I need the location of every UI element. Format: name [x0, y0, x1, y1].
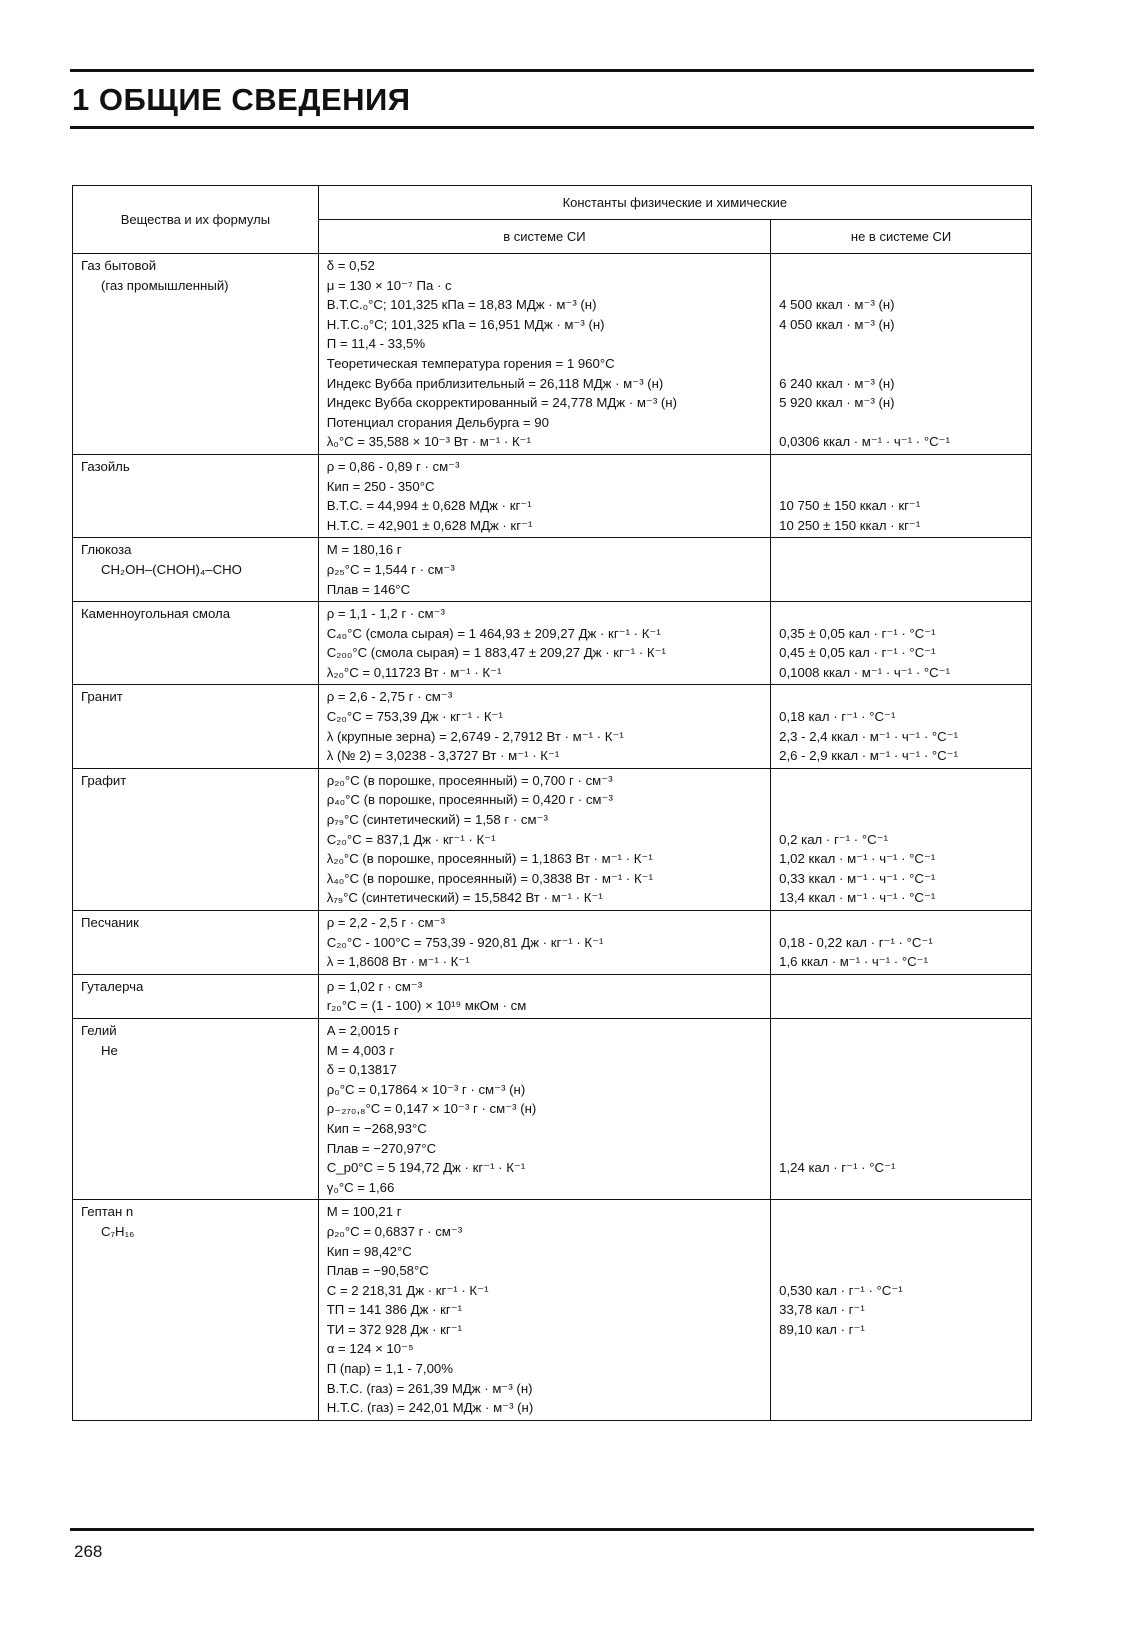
- table-row: [73, 538, 1032, 602]
- si-constant: ρ₂₀°C (в порошке, просеянный) = 0,700 г · см⁻³: [326, 772, 613, 788]
- table-row: [73, 602, 1032, 685]
- table-row: [73, 1200, 1032, 1421]
- si-constants-cell: [318, 974, 770, 1018]
- si-constant: λ₂₀°C = 0,11723 Вт · м⁻¹ · К⁻¹: [326, 664, 502, 680]
- substance-name: Газ бытовой: [81, 258, 157, 273]
- table-row: [73, 685, 1032, 768]
- nonsi-constant: 2,6 - 2,9 ккал · м⁻¹ · ч⁻¹ · °С⁻¹: [779, 748, 959, 764]
- si-constant: ρ = 1,1 - 1,2 г · см⁻³: [326, 606, 445, 622]
- nonsi-constant: 89,10 кал · г⁻¹: [779, 1321, 865, 1337]
- nonsi-constant: 0,530 кал · г⁻¹ · °С⁻¹: [779, 1282, 903, 1298]
- nonsi-constant: [779, 913, 1023, 933]
- si-constant: λ₇₉°C (синтетический) = 15,5842 Вт · м⁻¹ · К⁻¹: [326, 890, 603, 906]
- nonsi-constant: 2,3 - 2,4 ккал · м⁻¹ · ч⁻¹ · °С⁻¹: [779, 728, 959, 744]
- substance-cell: [73, 454, 319, 537]
- substance-cell: [73, 685, 319, 768]
- si-constant: λ (крупные зерна) = 2,6749 - 2,7912 Вт · м⁻¹ · К⁻¹: [326, 728, 624, 744]
- nonsi-constant: 13,4 ккал · м⁻¹ · ч⁻¹ · °С⁻¹: [779, 890, 936, 906]
- si-constants-cell: [318, 685, 770, 768]
- nonsi-constant: [779, 354, 1023, 374]
- nonsi-constant: [779, 1379, 1023, 1399]
- nonsi-constant: [779, 457, 1023, 477]
- nonsi-constant: [779, 771, 1023, 791]
- si-constant: α = 124 × 10⁻⁵: [326, 1341, 414, 1357]
- substance-name: Гептан n: [81, 1204, 134, 1220]
- nonsi-constant: [779, 1099, 1023, 1119]
- si-constant: ρ₋₂₇₀,₈°C = 0,147 × 10⁻³ г · см⁻³ (н): [326, 1101, 537, 1117]
- si-constant: ρ = 0,86 - 0,89 г · см⁻³: [326, 458, 460, 474]
- nonsi-constant: 0,18 - 0,22 кал · г⁻¹ · °С⁻¹: [779, 934, 933, 950]
- substance-formula: He: [101, 1042, 118, 1058]
- si-constant: M = 180,16 г: [326, 542, 402, 558]
- nonsi-constant: 0,2 кал · г⁻¹ · °С⁻¹: [779, 831, 889, 847]
- nonsi-constant: [779, 1242, 1023, 1262]
- si-constant: В.Т.С. (газ) = 261,39 МДж · м⁻³ (н): [326, 1380, 533, 1396]
- constants-table: [72, 185, 1032, 1421]
- si-constant: Плав = −90,58°C: [326, 1263, 429, 1279]
- si-constant: П (пар) = 1,1 - 7,00%: [326, 1361, 453, 1377]
- substance-name: Глюкоза: [81, 542, 132, 558]
- substance-formula: (газ промышленный): [101, 277, 229, 293]
- substance-cell: [73, 974, 319, 1018]
- si-constant: Индекс Вубба скорректированный = 24,778 МДж · м⁻³ (н): [326, 395, 677, 411]
- page-title: 1 ОБЩИЕ СВЕДЕНИЯ: [72, 82, 411, 117]
- nonsi-constant: [779, 413, 1023, 433]
- nonsi-constant: 0,45 ± 0,05 кал · г⁻¹ · °С⁻¹: [779, 645, 936, 661]
- nonsi-constant: [779, 1178, 1023, 1198]
- si-constants-cell: [318, 454, 770, 537]
- si-constant: В.Т.С. = 44,994 ± 0,628 МДж · кг⁻¹: [326, 498, 532, 514]
- nonsi-constant: [779, 604, 1023, 624]
- si-constant: Н.Т.С.₀°C; 101,325 кПа = 16,951 МДж · м⁻³ (н): [326, 316, 605, 332]
- si-constant: A = 2,0015 г: [326, 1022, 399, 1038]
- nonsi-constant: 5 920 ккал · м⁻³ (н): [779, 395, 895, 411]
- si-constant: λ = 1,8608 Вт · м⁻¹ · К⁻¹: [326, 954, 470, 970]
- nonsi-constant: [779, 1080, 1023, 1100]
- col-si-header: в системе СИ: [318, 220, 770, 254]
- nonsi-constant: [779, 276, 1023, 296]
- nonsi-constant: 1,6 ккал · м⁻¹ · ч⁻¹ · °С⁻¹: [779, 954, 928, 970]
- nonsi-constant: 1,24 кал · г⁻¹ · °С⁻¹: [779, 1160, 896, 1176]
- nonsi-constant: 1,02 ккал · м⁻¹ · ч⁻¹ · °С⁻¹: [779, 851, 936, 867]
- si-constant: λ₀°C = 35,588 × 10⁻³ Вт · м⁻¹ · К⁻¹: [326, 434, 531, 450]
- si-constant: Н.Т.С. (газ) = 242,01 МДж · м⁻³ (н): [326, 1400, 534, 1416]
- si-constant: ρ₂₅°C = 1,544 г · см⁻³: [326, 561, 455, 577]
- si-constant: В.Т.С.₀°C; 101,325 кПа = 18,83 МДж · м⁻³ (н): [326, 297, 597, 313]
- nonsi-constant: [779, 810, 1023, 830]
- table-row: [73, 254, 1032, 455]
- si-constant: C₂₀°C = 837,1 Дж · кг⁻¹ · К⁻¹: [326, 831, 496, 847]
- nonsi-constants-cell: [771, 454, 1032, 537]
- si-constant: ρ = 2,6 - 2,75 г · см⁻³: [326, 689, 453, 705]
- si-constant: r₂₀°C = (1 - 100) × 10¹⁹ мкОм · см: [326, 998, 527, 1014]
- nonsi-constant: [779, 334, 1023, 354]
- page-number: 268: [74, 1542, 103, 1561]
- nonsi-constants-cell: [771, 602, 1032, 685]
- table-row: [73, 1018, 1032, 1199]
- si-constant: Кип = 98,42°C: [326, 1243, 412, 1259]
- si-constant: γ₀°C = 1,66: [326, 1179, 395, 1195]
- substance-cell: [73, 602, 319, 685]
- nonsi-constant: [779, 256, 1023, 276]
- substance-cell: [73, 911, 319, 975]
- si-constant: λ₂₀°C (в порошке, просеянный) = 1,1863 Вт · м⁻¹ · К⁻¹: [326, 851, 653, 867]
- substance-name: Гуталерча: [81, 978, 144, 994]
- substance-name: Графит: [81, 772, 127, 788]
- nonsi-constant: 0,1008 ккал · м⁻¹ · ч⁻¹ · °С⁻¹: [779, 664, 950, 680]
- nonsi-constants-cell: [771, 1018, 1032, 1199]
- nonsi-constant: 0,33 ккал · м⁻¹ · ч⁻¹ · °С⁻¹: [779, 870, 936, 886]
- si-constant: μ = 130 × 10⁻⁷ Па · с: [326, 277, 452, 293]
- si-constant: λ (№ 2) = 3,0238 - 3,3727 Вт · м⁻¹ · К⁻¹: [326, 748, 560, 764]
- si-constant: M = 100,21 г: [326, 1204, 402, 1220]
- substance-cell: [73, 254, 319, 455]
- si-constant: ТП = 141 386 Дж · кг⁻¹: [326, 1302, 463, 1318]
- nonsi-constants-cell: [771, 254, 1032, 455]
- table-row: [73, 768, 1032, 910]
- nonsi-constant: [779, 790, 1023, 810]
- nonsi-constant: 0,18 кал · г⁻¹ · °С⁻¹: [779, 709, 896, 725]
- si-constant: ρ = 2,2 - 2,5 г · см⁻³: [326, 915, 445, 930]
- nonsi-constant: [779, 1139, 1023, 1159]
- si-constants-cell: [318, 768, 770, 910]
- table-row: [73, 911, 1032, 975]
- si-constant: ρ₄₀°C (в порошке, просеянный) = 0,420 г · см⁻³: [326, 792, 613, 808]
- si-constant: C = 2 218,31 Дж · кг⁻¹ · К⁻¹: [326, 1282, 489, 1298]
- si-constants-cell: [318, 602, 770, 685]
- substance-cell: [73, 1018, 319, 1199]
- nonsi-constant: [779, 1339, 1023, 1359]
- nonsi-constant: 10 250 ± 150 ккал · кг⁻¹: [779, 517, 921, 533]
- si-constants-cell: [318, 538, 770, 602]
- si-constant: C₂₀°C - 100°C = 753,39 - 920,81 Дж · кг⁻¹ · К⁻¹: [326, 934, 604, 950]
- nonsi-constant: [779, 687, 1023, 707]
- nonsi-constant: [779, 1222, 1023, 1242]
- substance-formula: C₇H₁₆: [101, 1223, 135, 1239]
- si-constant: ρ₇₉°C (синтетический) = 1,58 г · см⁻³: [326, 812, 548, 828]
- nonsi-constant: [779, 1021, 1023, 1041]
- si-constant: ТИ = 372 928 Дж · кг⁻¹: [326, 1321, 463, 1337]
- table-row: [73, 454, 1032, 537]
- substance-name: Гелий: [81, 1022, 117, 1038]
- si-constant: ρ₂₀°C = 0,6837 г · см⁻³: [326, 1223, 463, 1239]
- nonsi-constants-cell: [771, 1200, 1032, 1421]
- footer-rule: [70, 1528, 1034, 1531]
- si-constants-cell: [318, 1018, 770, 1199]
- si-constant: Индекс Вубба приблизительный = 26,118 МДж · м⁻³ (н): [326, 375, 664, 391]
- si-constant: C₂₀°C = 753,39 Дж · кг⁻¹ · К⁻¹: [326, 709, 503, 725]
- substance-name: Песчаник: [81, 915, 139, 930]
- nonsi-constant: 33,78 кал · г⁻¹: [779, 1302, 865, 1318]
- si-constants-cell: [318, 911, 770, 975]
- si-constant: C_p0°C = 5 194,72 Дж · кг⁻¹ · К⁻¹: [326, 1160, 526, 1176]
- si-constants-cell: [318, 254, 770, 455]
- nonsi-constant: 4 500 ккал · м⁻³ (н): [779, 297, 895, 313]
- si-constant: Кип = 250 - 350°C: [326, 478, 435, 494]
- nonsi-constant: [779, 1359, 1023, 1379]
- constants-group-header: Константы физические и химические: [318, 186, 1031, 220]
- substance-formula: CH₂OH–(CHOH)₄–CHO: [101, 561, 242, 577]
- substance-name: Гранит: [81, 689, 123, 705]
- nonsi-constant: 10 750 ± 150 ккал · кг⁻¹: [779, 498, 921, 514]
- si-constants-cell: [318, 1200, 770, 1421]
- nonsi-constant: [779, 1398, 1023, 1418]
- col-nonsi-header: не в системе СИ: [771, 220, 1032, 254]
- substance-cell: [73, 538, 319, 602]
- nonsi-constant: [779, 1261, 1023, 1281]
- table-row: [73, 974, 1032, 1018]
- si-constant: Плав = −270,97°C: [326, 1140, 437, 1156]
- si-constant: П = 11,4 - 33,5%: [326, 336, 426, 352]
- si-constant: ρ = 1,02 г · см⁻³: [326, 978, 423, 994]
- nonsi-constant: [779, 1060, 1023, 1080]
- substance-name: Каменноугольная смола: [81, 606, 231, 622]
- si-constant: Теоретическая температура горения = 1 960°C: [326, 355, 615, 371]
- top-rule: [70, 69, 1034, 72]
- title-rule: [70, 126, 1034, 129]
- si-constant: C₂₀₀°C (смола сырая) = 1 883,47 ± 209,27 Дж · кг⁻¹ · К⁻¹: [326, 645, 666, 661]
- substance-name: Газойль: [81, 458, 130, 474]
- nonsi-constant: [779, 1041, 1023, 1061]
- nonsi-constant: 0,0306 ккал · м⁻¹ · ч⁻¹ · °С⁻¹: [779, 434, 950, 450]
- nonsi-constant: 0,35 ± 0,05 кал · г⁻¹ · °С⁻¹: [779, 625, 936, 641]
- nonsi-constants-cell: [771, 911, 1032, 975]
- si-constant: Плав = 146°C: [326, 581, 411, 597]
- col-substance-header: Вещества и их формулы: [73, 186, 319, 254]
- nonsi-constants-cell: [771, 768, 1032, 910]
- si-constant: C₄₀°C (смола сырая) = 1 464,93 ± 209,27 Дж · кг⁻¹ · К⁻¹: [326, 625, 661, 641]
- nonsi-constant: 4 050 ккал · м⁻³ (н): [779, 316, 895, 332]
- substance-cell: [73, 1200, 319, 1421]
- si-constant: δ = 0,52: [326, 258, 375, 273]
- si-constant: ρ₀°C = 0,17864 × 10⁻³ г · см⁻³ (н): [326, 1081, 526, 1097]
- nonsi-constants-cell: [771, 538, 1032, 602]
- nonsi-constant: 6 240 ккал · м⁻³ (н): [779, 375, 895, 391]
- si-constant: λ₄₀°C (в порошке, просеянный) = 0,3838 Вт · м⁻¹ · К⁻¹: [326, 870, 654, 886]
- nonsi-constant: [779, 1119, 1023, 1139]
- si-constant: δ = 0,13817: [326, 1062, 397, 1078]
- si-constant: Потенциал сгорания Дельбурга = 90: [326, 414, 549, 430]
- si-constant: Н.Т.С. = 42,901 ± 0,628 МДж · кг⁻¹: [326, 517, 533, 533]
- si-constant: M = 4,003 г: [326, 1042, 395, 1058]
- nonsi-constants-cell: [771, 685, 1032, 768]
- nonsi-constants-cell: [771, 974, 1032, 1018]
- nonsi-constant: [779, 1202, 1023, 1222]
- substance-cell: [73, 768, 319, 910]
- si-constant: Кип = −268,93°C: [326, 1120, 427, 1136]
- nonsi-constant: [779, 477, 1023, 497]
